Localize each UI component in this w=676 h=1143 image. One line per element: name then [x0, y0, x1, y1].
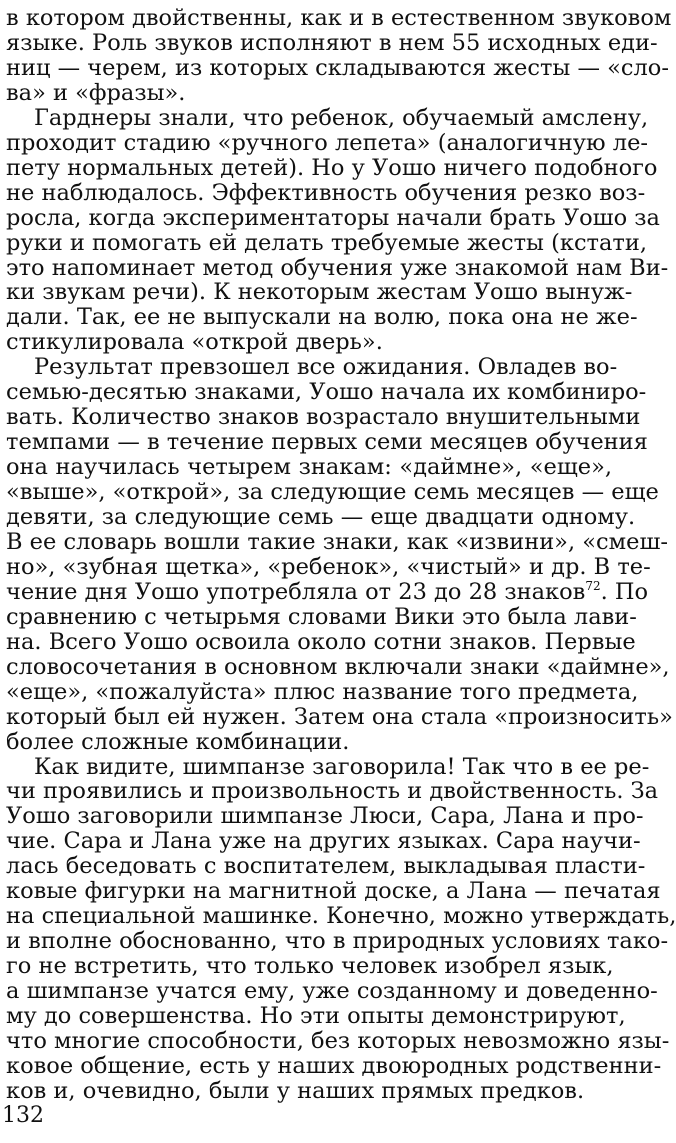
text-line: она научилась четырем знакам: «даймне», «еще», — [6, 454, 612, 481]
text-line: на. Всего Уошо освоила около сотни знаков. Первые — [6, 628, 636, 655]
text-line: более сложные комбинации. — [6, 728, 350, 755]
text-line: ки звукам речи). К некоторым жестам Уошо вынуж- — [6, 279, 633, 306]
text-line: росла, когда экспериментаторы начали брать Уошо за — [6, 204, 660, 231]
text-line-main: чение дня Уошо употребляла от 23 до 28 знаков — [6, 578, 586, 605]
text-line: В ее словарь вошли такие знаки, как «извини», «смеш- — [6, 528, 668, 555]
text-line: ва» и «фразы». — [6, 79, 186, 106]
text-line: семью-десятью знаками, Уошо начала их комбиниро- — [6, 379, 647, 406]
text-line: Как видите, шимпанзе заговорила! Так что в ее ре- — [34, 753, 650, 780]
text-line: чи проявились и произвольность и двойственность. За — [6, 778, 659, 805]
text-line: в котором двойственны, как и в естественном звуковом — [6, 5, 672, 31]
text-line: го не встретить, что только человек изобрел язык, — [6, 953, 614, 980]
text-line: Результат превзошел все ожидания. Овладев во- — [34, 354, 618, 381]
text-line: пету нормальных детей). Но у Уошо ничего подобного — [6, 154, 658, 181]
text-line: а шимпанзе учатся ему, уже созданному и доведенно- — [6, 978, 658, 1005]
text-line: проходит стадию «ручного лепета» (аналогичную ле- — [6, 129, 648, 156]
text-line: вать. Количество знаков возрастало внушительными — [6, 404, 641, 431]
text-line: не наблюдалось. Эффективность обучения резко воз- — [6, 179, 646, 206]
text-line: но», «зубная щетка», «ребенок», «чистый» и др. В те- — [6, 553, 651, 580]
text-line: ковые фигурки на магнитной доске, а Лана — печатая — [6, 878, 661, 905]
text-line: темпами — в течение первых семи месяцев обучения — [6, 429, 648, 456]
text-line: это напоминает метод обучения уже знакомой нам Ви- — [6, 254, 669, 281]
text-line: ковое общение, есть у наших двоюродных родственни- — [6, 1052, 662, 1079]
text-line: стикулировала «открой дверь». — [6, 329, 383, 356]
text-line: ниц — черем, из которых складываются жесты — «сло- — [6, 54, 669, 81]
text-line: Гарднеры знали, что ребенок, обучаемый амслену, — [34, 104, 649, 131]
text-line: Уошо заговорили шимпанзе Люси, Сара, Лана и про- — [6, 803, 644, 830]
text-line: который был ей нужен. Затем она стала «произносить» — [6, 703, 673, 730]
text-line: «еще», «пожалуйста» плюс название того предмета, — [6, 678, 639, 705]
text-line: «выше», «открой», за следующие семь месяцев — еще — [6, 479, 659, 506]
text-line: сравнению с четырьмя словами Вики это была лави- — [6, 603, 637, 630]
text-line: ков и, очевидно, были у наших прямых предков. — [6, 1077, 585, 1104]
text-line: дали. Так, ее не выпускали на волю, пока она не же- — [6, 304, 638, 331]
page-number: 132 — [2, 1103, 44, 1128]
text-line: девяти, за следующие семь — еще двадцати одному. — [6, 504, 636, 530]
text-line: словосочетания в основном включали знаки «даймне», — [6, 653, 670, 680]
text-line: на специальной машинке. Конечно, можно утверждать, — [6, 903, 676, 930]
text-line: му до совершенства. Но эти опыты демонстрируют, — [6, 1003, 626, 1029]
text-line: языке. Роль звуков исполняют в нем 55 исходных еди- — [6, 29, 658, 56]
footnote-ref: 72 — [585, 578, 601, 593]
text-line: и вполне обоснованно, что в природных условиях тако- — [6, 928, 669, 955]
text-line: чие. Сара и Лана уже на других языках. Сара научи- — [6, 828, 641, 855]
text-line-tail: . По — [600, 578, 649, 605]
text-line: лась беседовать с воспитателем, выкладывая пласти- — [6, 853, 646, 880]
text-line: что многие способности, без которых невозможно язы- — [6, 1027, 670, 1054]
text-line: руки и помогать ей делать требуемые жесты (кстати, — [6, 229, 647, 256]
